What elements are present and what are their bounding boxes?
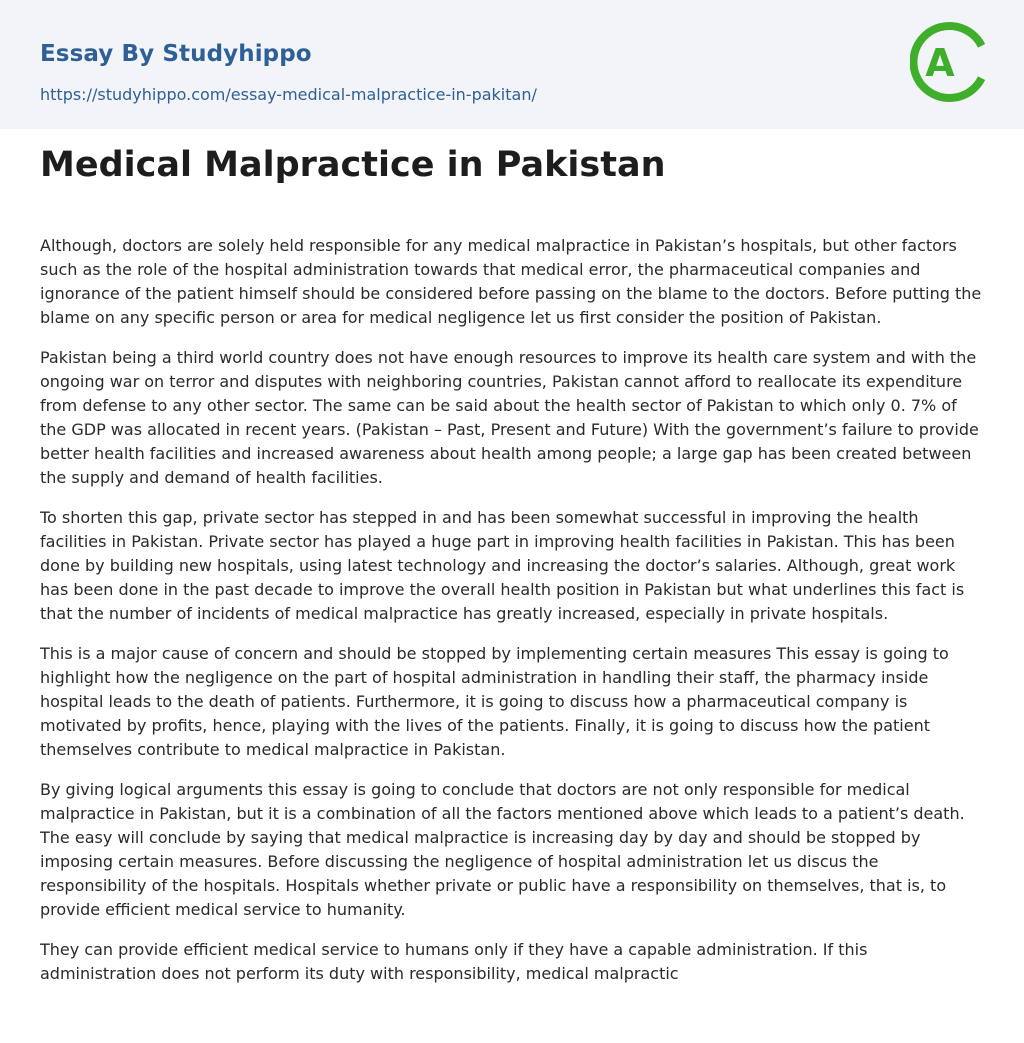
essay-body	[40, 234, 984, 1002]
logo-letter: A	[925, 41, 955, 85]
site-header	[0, 0, 1024, 129]
essay-url-link[interactable]: https://studyhippo.com/essay-medical-malpractice-in-pakitan/	[40, 85, 537, 104]
essay-paragraph: They can provide efficient medical service to humans only if they have a capable administration. If this administration does not perform its duty with responsibility, medical malpractic	[40, 940, 868, 983]
studyhippo-logo-icon[interactable]	[910, 18, 986, 106]
essay-paragraph: To shorten this gap, private sector has stepped in and has been somewhat successful in improving the health facilities in Pakistan. Private sector has played a huge part in improving health facilities in Pakistan. This has been done by building new hospitals, using latest technology and increasing the doctor’s salaries. Although, great work has been done in the past decade to improve the overall health position in Pakistan but what underlines this fact is that the number of incidents of medical malpractice has greatly increased, especially in private hospitals.	[40, 508, 965, 623]
brand-title[interactable]: Essay By Studyhippo	[40, 41, 312, 67]
essay-title: Medical Malpractice in Pakistan	[40, 145, 666, 185]
essay-paragraph: By giving logical arguments this essay is going to conclude that doctors are not only responsible for medical malpractice in Pakistan, but it is a combination of all the factors mentioned above which leads to a patient’s death. The easy will conclude by saying that medical malpractice is increasing day by day and should be stopped by imposing certain measures. Before discussing the negligence of hospital administration let us discus the responsibility of the hospitals. Hospitals whether private or public have a responsibility on themselves, that is, to provide efficient medical service to humanity.	[40, 780, 965, 919]
essay-paragraph: Pakistan being a third world country does not have enough resources to improve its health care system and with the ongoing war on terror and disputes with neighboring countries, Pakistan cannot afford to reallocate its expenditure from defense to any other sector. The same can be said about the health sector of Pakistan to which only 0. 7% of the GDP was allocated in recent years. (Pakistan – Past, Present and Future) With the government’s failure to provide better health facilities and increased awareness about health among people; a large gap has been created between the supply and demand of health facilities.	[40, 348, 979, 487]
essay-paragraph: This is a major cause of concern and should be stopped by implementing certain measures This essay is going to highlight how the negligence on the part of hospital administration in handling their staff, the pharmacy inside hospital leads to the death of patients. Furthermore, it is going to discuss how a pharmaceutical company is motivated by profits, hence, playing with the lives of the patients. Finally, it is going to discuss how the patient themselves contribute to medical malpractice in Pakistan.	[40, 644, 949, 759]
essay-paragraph: Although, doctors are solely held responsible for any medical malpractice in Pakistan’s hospitals, but other factors such as the role of the hospital administration towards that medical error, the pharmaceutical companies and ignorance of the patient himself should be considered before passing on the blame to the doctors. Before putting the blame on any specific person or area for medical negligence let us first consider the position of Pakistan.	[40, 236, 982, 327]
